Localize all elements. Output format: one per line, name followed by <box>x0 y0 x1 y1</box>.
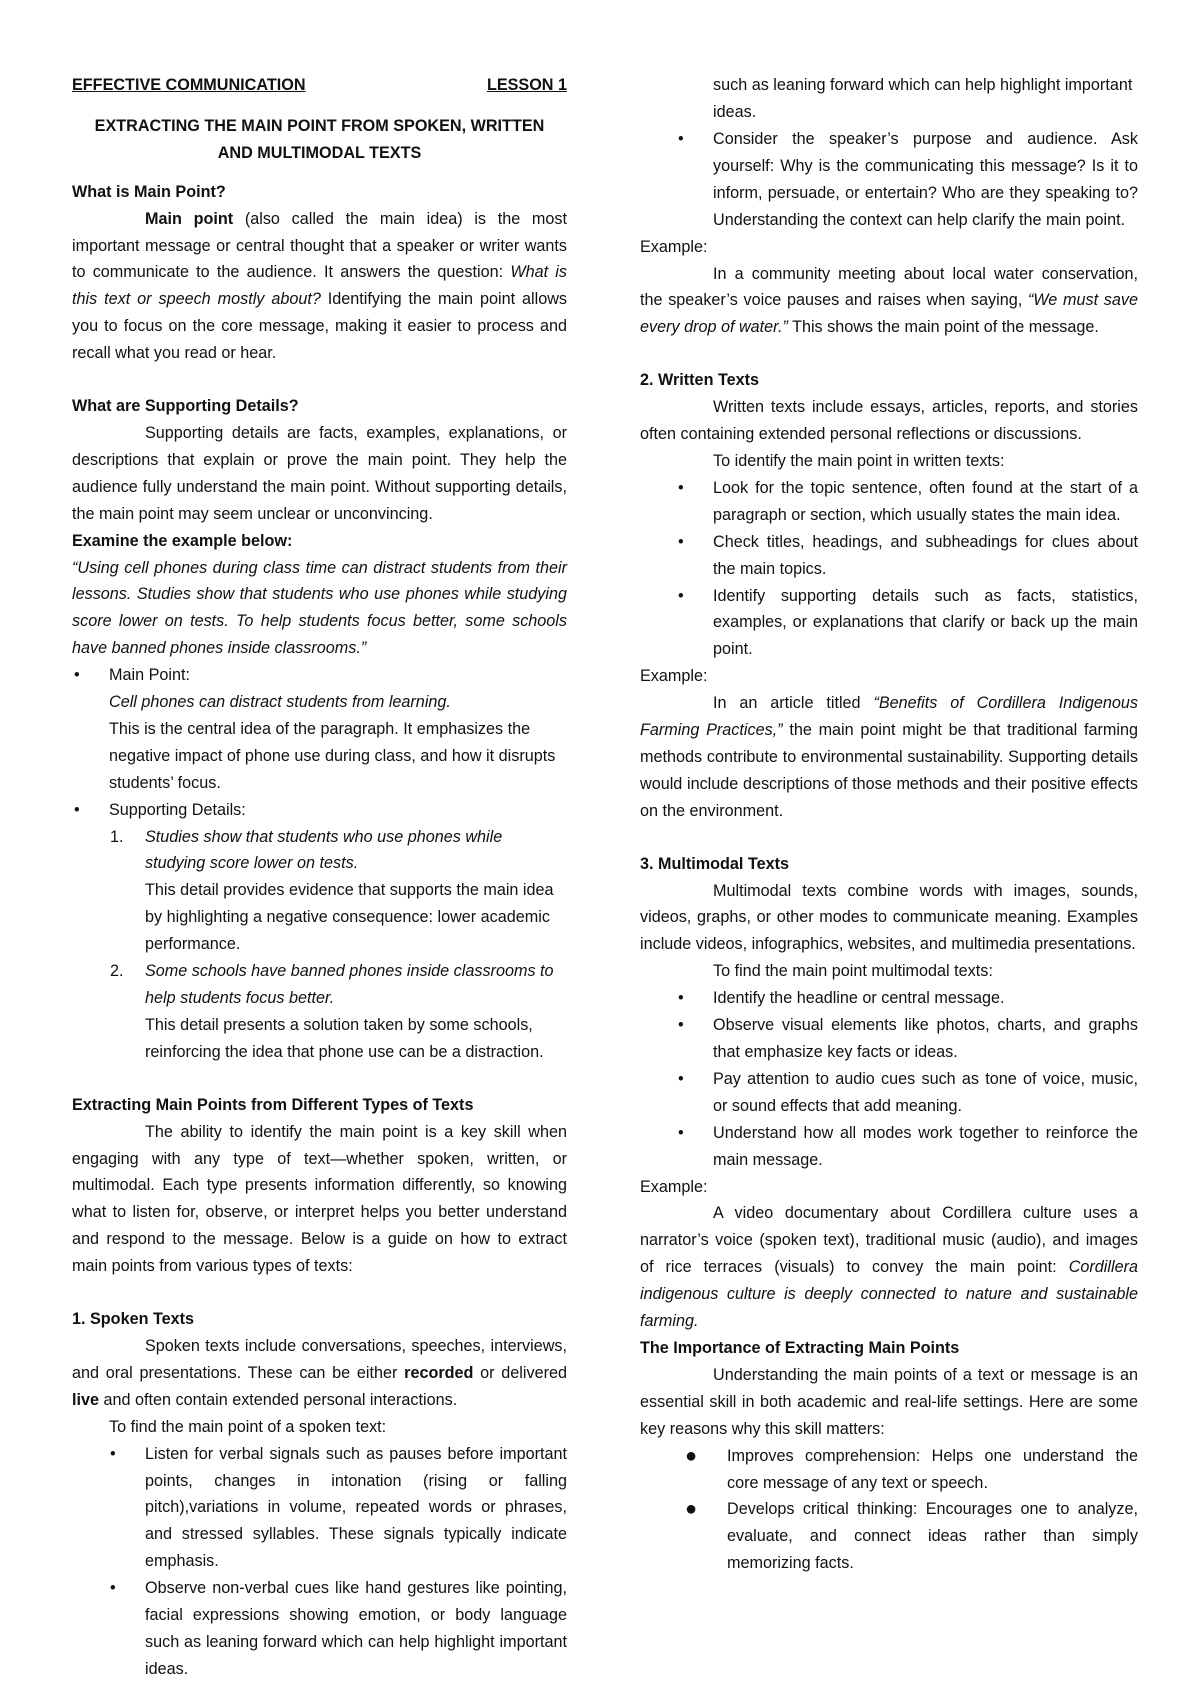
supporting-paragraph: Supporting details are facts, examples, explanations, or descriptions that explain or prove the main point. They help the audience fully understand the main point. Without supporting details, the main point may seem unclear or unconvincing. <box>72 423 567 523</box>
spoken-example-label: Example: <box>640 237 708 256</box>
course-title: EFFECTIVE COMMUNICATION <box>72 76 306 94</box>
list-item: • Pay attention to audio cues such as tone of voice, music, or sound effects that add meaning. <box>678 1069 1138 1115</box>
importance-bullets <box>640 1443 1138 1578</box>
left-column <box>72 72 568 1678</box>
lesson-label: LESSON 1 <box>486 76 567 94</box>
written-example: In an article titled “Benefits of Cordillera Indigenous Farming Practices,” the main point might be that traditional farming methods contribute to environmental sustainability. Supporting details would include descriptions of those methods and their positive effects on the environment. <box>640 694 1138 820</box>
heading-multimodal: 3. Multimodal Texts <box>640 854 790 873</box>
multimodal-lead: To find the main point multimodal texts: <box>713 962 993 981</box>
main-point-paragraph: Main point (also called the main idea) is the most important message or central thought that a speaker or writer wants to communicate to the audience. It answers the question: What is this text or speech mostly about? Identifying the main point allows you to focus on the core message, making it easier to process and recall what you read or hear. <box>72 209 568 363</box>
list-item: • Main Point: Cell phones can distract students from learning. This is the central idea of the paragraph. It emphasizes the negative impact of phone use during class, and how it disrupts students’ focus. <box>74 666 556 792</box>
written-example-label: Example: <box>640 667 708 686</box>
list-item: • Listen for verbal signals such as pauses before important points, changes in intonation (rising or falling pitch),variations in volume, repeated words or phrases, and stressed syllables. These signals typically indicate emphasis. <box>110 1444 567 1571</box>
multimodal-paragraph: Multimodal texts combine words with images, sounds, videos, graphs, or other modes to communicate meaning. Examples include videos, infographics, websites, and multimedia presentations. <box>640 881 1138 954</box>
list-item: • Check titles, headings, and subheadings for clues about the main topics. <box>678 532 1138 578</box>
list-item <box>640 72 1138 126</box>
heading-supporting-details: What are Supporting Details? <box>72 397 299 416</box>
page-header <box>72 72 567 99</box>
list-item: • Look for the topic sentence, often found at the start of a paragraph or section, which usually states the main idea. <box>678 478 1138 524</box>
list-item: • Observe visual elements like photos, charts, and graphs that emphasize key facts or ideas. <box>678 1016 1138 1061</box>
heading-main-point: What is Main Point? <box>72 182 226 201</box>
multimodal-bullets <box>640 985 1138 1173</box>
list-item: • Identify supporting details such as facts, statistics, examples, or explanations that clarify or back up the main point. <box>678 586 1138 659</box>
example-quote: “Using cell phones during class time can distract students from their lessons. Studies show that students who use phones while studying score lower on tests. To help students focus better, some schools have banned phones inside classrooms.” <box>72 558 567 658</box>
written-bullets <box>640 475 1138 663</box>
spoken-bullets-continued <box>640 72 1138 234</box>
multimodal-example: A video documentary about Cordillera culture uses a narrator’s voice (spoken text), traditional music (audio), and images of rice terraces (visuals) to convey the main point: Cordillera indigenous culture is deeply connected to nature and sustainable farming. <box>640 1204 1138 1331</box>
list-item: • Identify the headline or central message. <box>678 989 1005 1008</box>
spoken-paragraph: Spoken texts include conversations, speeches, interviews, and oral presentations. These can be either recorded or delivered live and often contain extended personal interactions. <box>72 1336 567 1409</box>
spoken-lead: To find the main point of a spoken text: <box>109 1417 387 1436</box>
list-item: 1. Studies show that students who use phones while studying score lower on tests. This detail provides evidence that supports the main idea by highlighting a negative consequence: lower academic performance. <box>110 827 554 954</box>
list-item: • Understand how all modes work together to reinforce the main message. <box>678 1123 1138 1169</box>
list-item: ● Develops critical thinking: Encourages one to analyze, evaluate, and connect ideas rather than simply memorizing facts. <box>685 1498 1138 1573</box>
list-item: ● Improves comprehension: Helps one understand the core message of any text or speech. <box>685 1444 1138 1492</box>
importance-paragraph: Understanding the main points of a text or message is an essential skill in both academic and real-life settings. Here are some key reasons why this skill matters: <box>640 1365 1138 1438</box>
spoken-example: In a community meeting about local water conservation, the speaker’s voice pauses and raises when saying, “We must save every drop of water.” This shows the main point of the message. <box>640 264 1138 337</box>
list-item: • Observe non-verbal cues like hand gestures like pointing, facial expressions showing emotion, or body language such as leaning forward which can help highlight important ideas. <box>110 1579 567 1678</box>
heading-importance: The Importance of Extracting Main Points <box>640 1338 960 1357</box>
spoken-bullets <box>72 1441 567 1678</box>
heading-extracting: Extracting Main Points from Different Types of Texts <box>72 1095 474 1114</box>
written-lead: To identify the main point in written texts: <box>713 451 1005 470</box>
list-item: 2. Some schools have banned phones inside classrooms to help students focus better. This detail presents a solution taken by some schools, reinforcing the idea that phone use can be a distraction. <box>110 962 554 1061</box>
list-item: • Consider the speaker’s purpose and audience. Ask yourself: Why is the communicating this message? Is it to inform, persuade, or entertain? Who are they speaking to? Understanding the context can help clarify the main point. <box>678 130 1138 229</box>
heading-example: Examine the example below: <box>72 531 293 550</box>
written-paragraph: Written texts include essays, articles, reports, and stories often containing extended personal reflections or discussions. <box>640 398 1138 444</box>
heading-written: 2. Written Texts <box>640 371 760 390</box>
heading-spoken: 1. Spoken Texts <box>72 1310 195 1329</box>
example-list <box>72 662 567 1066</box>
continued-text: such as leaning forward which can help highlight important ideas. <box>713 76 1133 122</box>
multimodal-example-label: Example: <box>640 1177 708 1196</box>
extracting-paragraph: The ability to identify the main point is a key skill when engaging with any type of text—whether spoken, written, or multimodal. Each type presents information differently, so knowing what to listen for, observe, or interpret helps you better understand and respond to the message. Below is a guide on how to extract main points from various types of texts: <box>72 1122 567 1276</box>
list-item: • Supporting Details: <box>74 800 246 819</box>
right-column <box>640 72 1138 1577</box>
document-title: EXTRACTING THE MAIN POINT FROM SPOKEN, WRITTEN AND MULTIMODAL TEXTS <box>94 116 545 162</box>
